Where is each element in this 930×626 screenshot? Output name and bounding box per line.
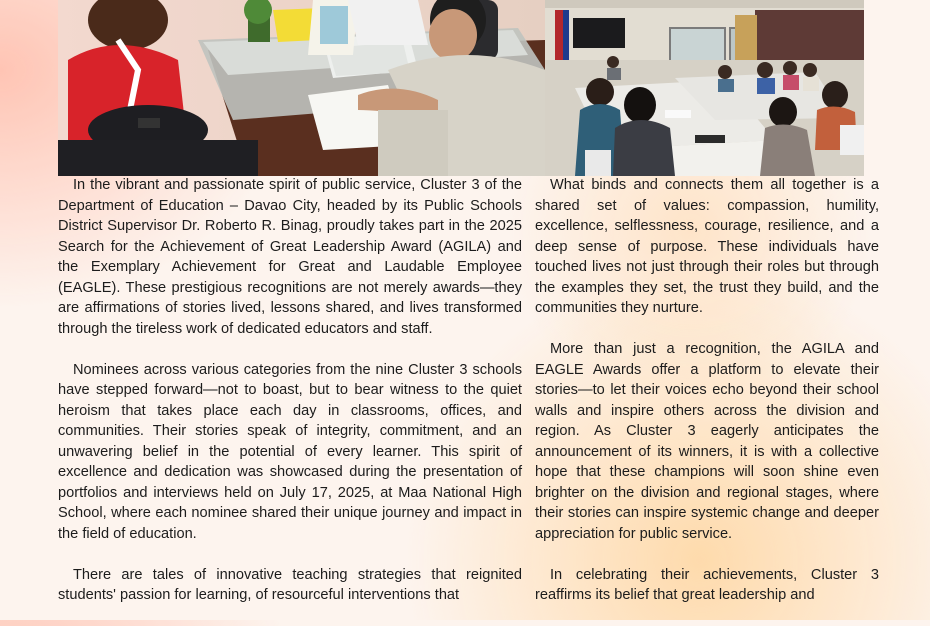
paragraph-values: What binds and connects them all together is a shared set of values: compassion, humility, excellence, selflessness, courage, resilience, and a deep sense of purpose. These individuals have touched lives not just through their roles but through the examples they set, the trust they build, and the communities they nurture. [535, 177, 879, 316]
paragraph-celebrating: In celebrating their achievements, Cluster 3 reaffirms its belief that great leadership and [535, 566, 879, 603]
interview-photo-illustration [58, 0, 545, 176]
paragraph-tales: There are tales of innovative teaching strategies that reignited students' passion for learning, of resourceful interventions that [58, 566, 522, 603]
conference-photo-illustration [545, 0, 864, 176]
article-right-column [535, 175, 879, 626]
interview-photo [58, 0, 545, 176]
paragraph-intro: In the vibrant and passionate spirit of public service, Cluster 3 of the Department of Education – Davao City, headed by its Public Schools District Supervisor Dr. Roberto R. Binag, proudly takes part in the 2025 Search for the Achievement of Great Leadership Award (AGILA) and the Exemplary Achievement for Great and Laudable Employee (EAGLE). These prestigious recognitions are not merely awards—they are affirmations of stories lived, lessons shared, and lives transformed through the tireless work of dedicated educators and staff. [58, 177, 522, 337]
conference-photo [545, 0, 864, 176]
paragraph-nominees: Nominees across various categories from the nine Cluster 3 schools have stepped forward—not to boast, but to bear witness to the quiet heroism that takes place each day in classrooms, offices, and communities. Their stories speak of integrity, commitment, and an unwavering belief in the potential of every learner. This spirit of excellence and dedication was showcased during the presentation of portfolios and interviews held on July 17, 2025, at Maa National High School, where each nominee shared their unique journey and impact in the field of education. [58, 361, 522, 542]
paragraph-recognition: More than just a recognition, the AGILA and EAGLE Awards offer a platform to elevate their stories—to let their voices echo beyond their school walls and inspire others across the division and region. As Cluster 3 eagerly anticipates the announcement of its winners, it is with a collective hope that these champions will soon shine even brighter on the division and regional stages, where their stories can inspire systemic change and deeper appreciation for public service. [535, 341, 879, 542]
article-left-column [58, 175, 522, 626]
